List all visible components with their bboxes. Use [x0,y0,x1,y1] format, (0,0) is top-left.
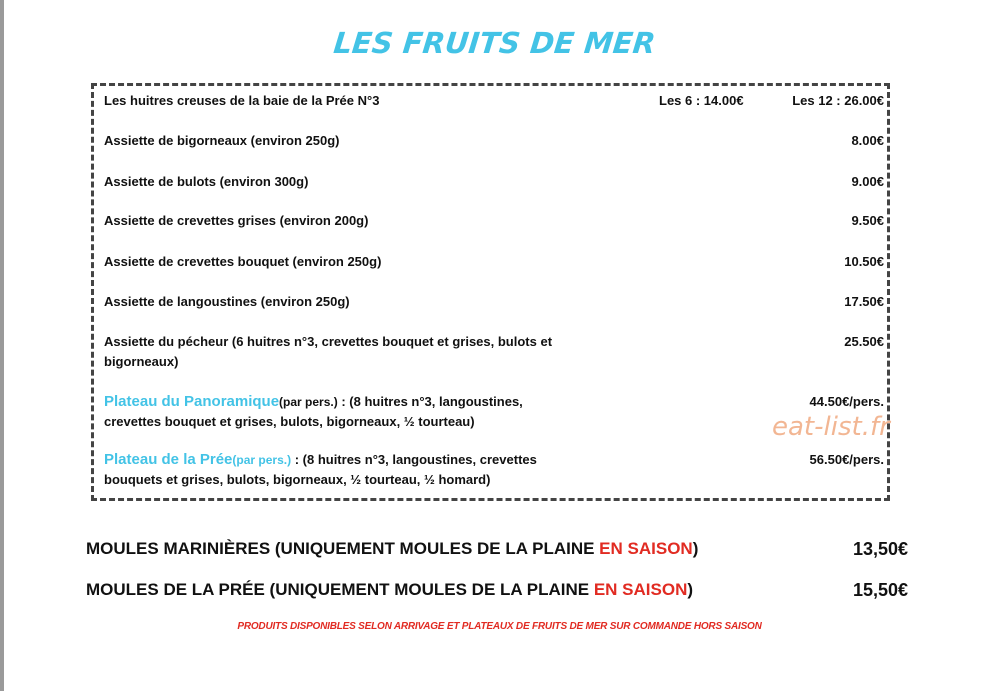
plateau-highlight: Plateau de la Prée [104,451,233,468]
per-person-label: (par pers.) [232,453,292,467]
moules-label: MOULES DE LA PRÉE (UNIQUEMENT MOULES DE LA PLAINE [86,580,594,599]
availability-footnote: PRODUITS DISPONIBLES SELON ARRIVAGE ET PLATEAUX DE FRUITS DE MER SUR COMMANDE HORS SAISON [237,621,762,632]
item-price-6: Les 6 : 14.00€ [659,93,744,108]
menu-item-plateau-panoramique [104,392,884,432]
item-name [104,332,664,372]
item-name: Assiette de crevettes bouquet (environ 250g) [104,254,382,269]
item-name-line2: bigorneaux) [104,354,179,369]
item-name [104,392,684,432]
season-label: EN SAISON [599,539,693,558]
item-desc-line1: : (8 huitres n°3, langoustines, [337,394,523,409]
item-desc-line1: : (8 huitres n°3, langoustines, crevettes [291,452,537,467]
item-price-12: Les 12 : 26.00€ [792,93,884,108]
watermark-text: eat-list.fr [772,412,890,442]
item-name [104,450,684,490]
item-price: 56.50€/pers. [809,452,884,467]
plateau-highlight: Plateau du Panoramique [104,393,280,410]
season-label: EN SAISON [593,580,688,599]
moules-name [86,579,693,601]
item-price: 10.50€ [844,254,884,269]
item-name: Assiette de crevettes grises (environ 200g) [104,213,369,228]
page-edge [0,0,4,691]
item-name: Les huitres creuses de la baie de la Prée N°3 [104,93,380,108]
item-name: Assiette de bigorneaux (environ 250g) [104,133,340,148]
item-price: 25.50€ [844,334,884,349]
item-desc-line2: crevettes bouquet et grises, bulots, bigorneaux, ½ tourteau) [104,414,475,429]
moules-close: ) [687,580,694,599]
item-desc-line2: bouquets et grises, bulots, bigorneaux, ½ tourteau, ½ homard) [104,472,491,487]
item-price: 17.50€ [844,294,884,309]
moules-price: 15,50€ [852,580,908,600]
page-title: LES FRUITS DE MER [331,26,658,60]
menu-item-assiette-pecheur [104,332,884,372]
moules-price: 13,50€ [852,539,908,559]
item-price: 9.00€ [851,174,884,189]
item-price: 9.50€ [851,213,884,228]
per-person-label: (par pers.) [279,395,338,409]
seafood-menu-box [91,83,890,501]
item-name: Assiette de langoustines (environ 250g) [104,294,350,309]
moules-name [86,538,698,560]
moules-close: ) [692,539,699,558]
moules-label: MOULES MARINIÈRES (UNIQUEMENT MOULES DE LA PLAINE [86,539,600,558]
item-name: Assiette de bulots (environ 300g) [104,174,309,189]
item-price: 8.00€ [851,133,884,148]
item-name-line1: Assiette du pécheur (6 huitres n°3, crevettes bouquet et grises, bulots et [104,334,553,349]
menu-item-plateau-pree [104,450,884,490]
item-price: 44.50€/pers. [809,394,884,409]
